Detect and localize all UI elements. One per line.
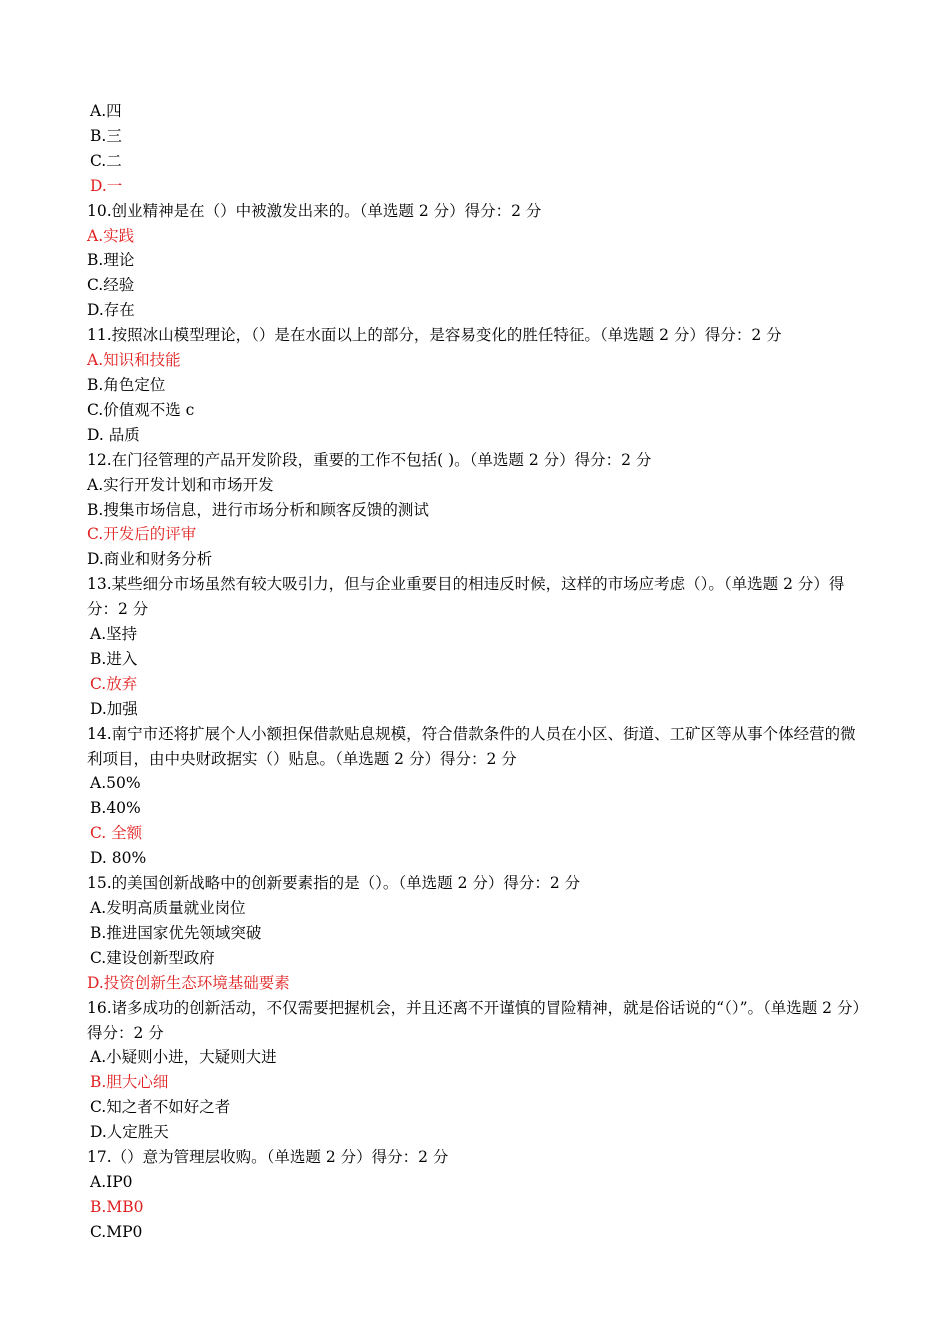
question-text: 11.按照冰山模型理论，（）是在水面以上的部分，是容易变化的胜任特征。（单选题 2 分）得分：2 分 [87, 326, 782, 345]
correct-answer-option: D.一 [90, 176, 123, 195]
answer-option: C.经验 [87, 276, 135, 295]
answer-option: A.发明高质量就业岗位 [90, 899, 246, 917]
answer-option: B.搜集市场信息，进行市场分析和顾客反馈的测试 [87, 500, 429, 519]
answer-option: A.IP0 [90, 1172, 133, 1191]
answer-option: B.40% [90, 799, 141, 818]
answer-option: D.人定胜天 [90, 1123, 169, 1142]
answer-option: C.MP0 [90, 1222, 143, 1241]
correct-answer-option: B.胆大心细 [90, 1073, 169, 1092]
answer-option: D.加强 [90, 699, 138, 718]
answer-option: A.四 [90, 102, 122, 120]
answer-option: C.价值观不选 c [87, 400, 195, 419]
question-text: 14.南宁市还将扩展个人小额担保借款贴息规模，符合借款条件的人员在小区、街道、工矿区等从事个体经营的微利项目，由中央财政据实（）贴息。（单选题 2 分）得分：2 分 [87, 724, 856, 768]
question-text: 17.（）意为管理层收购。（单选题 2 分）得分：2 分 [87, 1148, 449, 1167]
correct-answer-option: C. 全额 [90, 824, 143, 843]
answer-option: C.知之者不如好之者 [90, 1098, 231, 1117]
correct-answer-option: A.知识和技能 [87, 351, 181, 370]
answer-option: D. 品质 [87, 425, 140, 444]
question-text: 13.某些细分市场虽然有较大吸引力，但与企业重要目的相违反时候，这样的市场应考虑（）。（单选题 2 分）得分：2 分 [87, 575, 845, 619]
answer-option: B.推进国家优先领域突破 [90, 923, 262, 942]
answer-option: D.存在 [87, 301, 135, 320]
answer-option: B.三 [90, 126, 122, 145]
answer-option: B.进入 [90, 649, 138, 668]
answer-option: A.坚持 [90, 625, 138, 644]
correct-answer-option: C.放弃 [90, 674, 138, 693]
question-text: 15.的美国创新战略中的创新要素指的是（）。（单选题 2 分）得分：2 分 [87, 874, 581, 893]
question-text: 10.创业精神是在（）中被激发出来的。（单选题 2 分）得分：2 分 [87, 201, 542, 220]
correct-answer-option: C.开发后的评审 [87, 525, 197, 544]
question-text: 12.在门径管理的产品开发阶段，重要的工作不包括( )。（单选题 2 分）得分：2 分 [87, 450, 652, 469]
answer-option: A.实行开发计划和市场开发 [87, 475, 274, 494]
correct-answer-option: B.MB0 [90, 1197, 144, 1216]
answer-option: D. 80% [90, 849, 147, 868]
answer-option: B.角色定位 [87, 375, 166, 394]
answer-option: C.建设创新型政府 [90, 948, 215, 967]
answer-option: A.小疑则小进，大疑则大进 [90, 1048, 277, 1067]
answer-option: A.50% [90, 774, 141, 793]
answer-option: D.商业和财务分析 [87, 550, 213, 569]
correct-answer-option: D.投资创新生态环境基础要素 [87, 973, 290, 992]
question-text: 16.诸多成功的创新活动，不仅需要把握机会，并且还离不开谨慎的冒险精神，就是俗话说的“（）”。（单选题 2 分）得分：2 分 [87, 998, 861, 1042]
answer-option: B.理论 [87, 251, 135, 270]
correct-answer-option: A.实践 [87, 226, 135, 245]
answer-option: C.二 [90, 151, 122, 170]
quiz-content [87, 99, 867, 1245]
